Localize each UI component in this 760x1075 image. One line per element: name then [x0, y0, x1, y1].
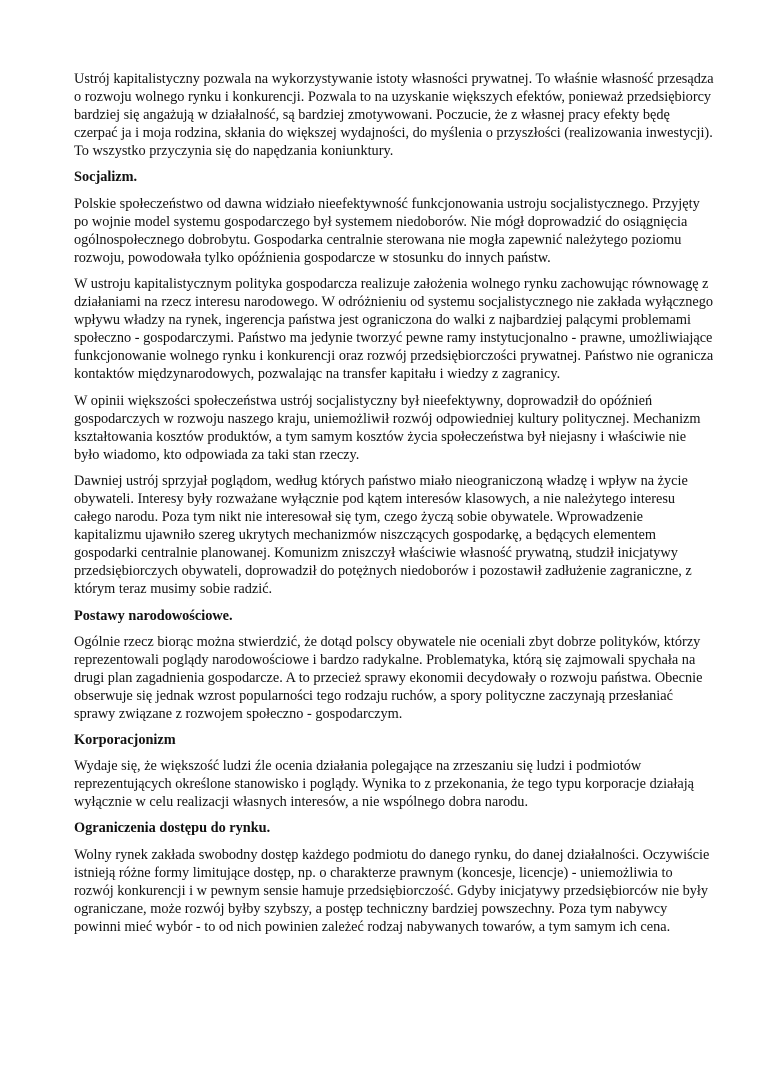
heading-corporatism: Korporacjonizm: [74, 732, 176, 749]
paragraph-market-access: Wolny rynek zakłada swobodny dostęp każdego podmiotu do danego rynku, do danej działalności. Oczywiście istnieją różne formy limitujące dostęp, np. o charakterze prawnym (koncesje, licencje) - uniemożliwia to rozwój konkurencji i w pewnym sensie hamuje przedsiębiorczość. Gdyby inicjatywy przedsiębiorców nie były ograniczane, może rozwój byłby szybszy, a postęp techniczny bardziej powszechny. Poza tym nabywcy powinni mieć wybór - to od nich powinien zależeć rodzaj nabywanych towarów, a tym samym ich cena.: [74, 846, 710, 935]
paragraph-capitalism-intro: Ustrój kapitalistyczny pozwala na wykorzystywanie istoty własności prywatnej. To właśnie własność przesądza o rozwoju wolnego rynku i konkurencji. Pozwala to na uzyskanie większych efektów, ponieważ przedsiębiorcy bardziej się angażują w działalność, są bardziej zmotywowani. Poczucie, że z własnej pracy efekty będę czerpać ja i moja rodzina, skłania do większej wydajności, do myślenia o przyszłości (realizowania inwestycji). To wszystko przyczynia się do napędzania koniunktury.: [74, 71, 714, 160]
paragraph-former-system: Dawniej ustrój sprzyjał poglądom, według których państwo miało nieograniczoną władzę i wpływ na życie obywateli. Interesy były rozważane wyłącznie pod kątem interesów klasowych, a nie należytego interesu całego narodu. Poza tym nikt nie interesował się tym, czego życzą sobie obywatele. Wprowadzenie kapitalizmu ujawniło szereg ukrytych mechanizmów niszczących gospodarkę, a będących elementem gospodarki centralnie planowanej. Komunizm zniszczył właściwie własność prywatną, studził inicjatywy przedsiębiorczych obywateli, doprowadził do potężnych niedoborów i pozostawił zadłużenie zagraniczne, z którym teraz musimy sobie radzić.: [74, 472, 692, 598]
paragraph-public-opinion: W opinii większości społeczeństwa ustrój socjalistyczny był nieefektywny, doprowadził do opóźnień gospodarczych w rozwoju naszego kraju, uniemożliwił rozwój odpowiedniej kultury politycznej. Mechanizm kształtowania kosztów produktów, a tym samym kosztów życia społeczeństwa był niejasny i właściwie nie było wiadomo, kto odpowiada za taki stan rzeczy.: [74, 392, 701, 463]
paragraph-corporatism: Wydaje się, że większość ludzi źle ocenia działania polegające na zrzeszaniu się ludzi i podmiotów reprezentujących określone stanowisko i poglądy. Wynika to z przekonania, że tego typu korporacje działają wyłącznie w celu realizacji własnych interesów, a nie wspólnego dobra narodu.: [74, 758, 695, 811]
paragraph-nationalist-attitudes: Ogólnie rzecz biorąc można stwierdzić, że dotąd polscy obywatele nie oceniali zbyt dobrze polityków, którzy reprezentowali poglądy narodowościowe i bardzo radykalne. Problematyka, którą się zajmowali spychała na drugi plan zagadnienia gospodarcze. A to przecież sprawy ekonomii decydowały o rozwoju państwa. Obecnie obserwuje się jednak wzrost popularności tego rodzaju ruchów, a spory polityczne zaczynają przesłaniać sprawy związane z rozwojem społeczno - gospodarczym.: [74, 633, 703, 722]
heading-market-access: Ograniczenia dostępu do rynku.: [74, 820, 271, 837]
paragraph-capitalist-policy: W ustroju kapitalistycznym polityka gospodarcza realizuje założenia wolnego rynku zachowując równowagę z działaniami na rzecz interesu narodowego. W odróżnieniu od systemu socjalistycznego nie zakłada wyłącznego wpływu władzy na rynek, ingerencja państwa jest ograniczona do walki z najbardziej palącymi problemami społeczno - gospodarczymi. Państwo ma jedynie tworzyć pewne ramy instytucjonalno - prawne, umożliwiające funkcjonowanie wolnego rynku i konkurencji oraz rozwój przedsiębiorczości prywatnej. Państwo nie ogranicza kontaktów międzynarodowych, pozwalając na transfer kapitału i wiedzy z zagranicy.: [74, 275, 714, 383]
document-page: [74, 70, 714, 944]
heading-socialism: Socjalizm.: [74, 169, 138, 186]
heading-nationalist-attitudes: Postawy narodowościowe.: [74, 607, 233, 624]
paragraph-socialism-inefficiency: Polskie społeczeństwo od dawna widziało nieefektywność funkcjonowania ustroju socjalistycznego. Przyjęty po wojnie model systemu gospodarczego był systemem niedoborów. Nie mógł doprowadzić do osiągnięcia ogólnospołecznego dobrobytu. Gospodarka centralnie sterowana nie mogła zapewnić należytego poziomu rozwoju, powodowała tylko opóźnienia gospodarcze w stosunku do innych państw.: [74, 195, 700, 266]
